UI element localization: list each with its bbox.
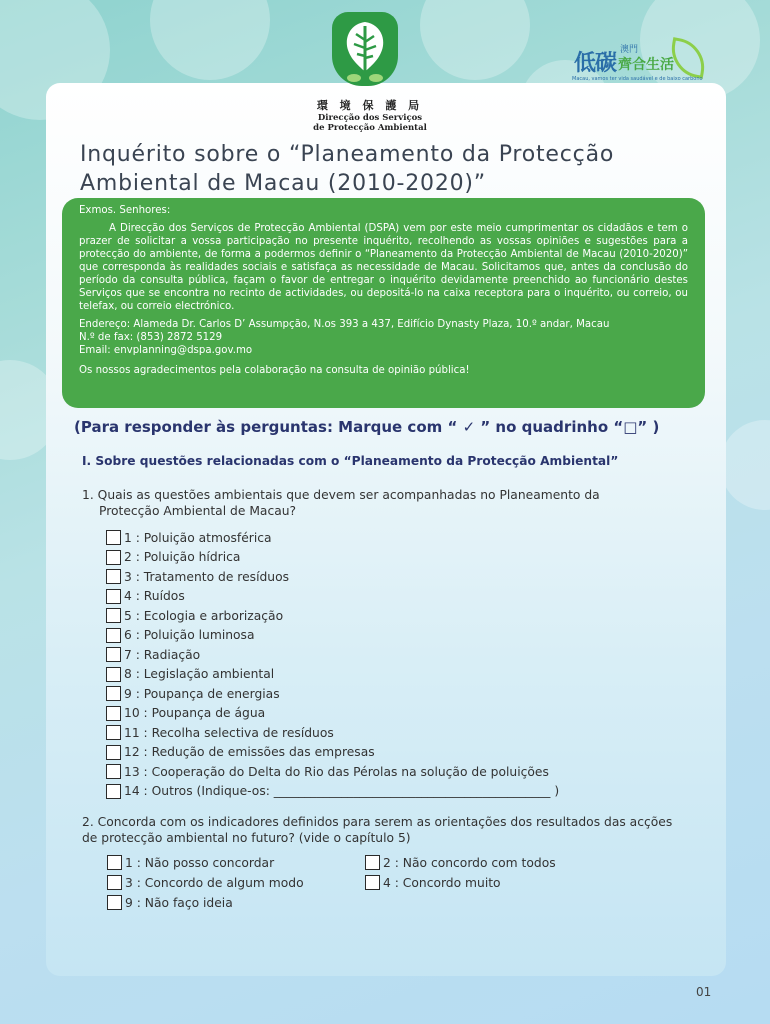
q2-option[interactable] [107, 895, 233, 910]
low-carbon-campaign-logo [568, 40, 708, 88]
question-1-line2: Protecção Ambiental de Macau? [99, 504, 297, 518]
checkbox[interactable] [107, 895, 122, 910]
q1-option[interactable] [106, 645, 559, 665]
q1-option-label: 3 : Tratamento de resíduos [124, 569, 290, 584]
q1-option-label: 4 : Ruídos [124, 589, 185, 604]
background-bokeh [150, 0, 270, 80]
q1-option[interactable] [106, 606, 559, 626]
q1-option-label: 6 : Poluição luminosa [124, 628, 255, 643]
q1-option[interactable] [106, 548, 559, 568]
campaign-tagline: Macau, vamos ter vida saudável e de baixo carbono [572, 76, 703, 82]
q1-option-label: 1 : Poluição atmosférica [124, 530, 272, 545]
page-number: 01 [696, 985, 712, 999]
checkbox[interactable] [365, 875, 380, 890]
checkbox[interactable] [365, 855, 380, 870]
q1-option-label: 7 : Radiação [124, 647, 201, 662]
checkbox[interactable] [106, 647, 121, 662]
q1-option[interactable] [106, 684, 559, 704]
q2-option-label: 4 : Concordo muito [383, 875, 501, 890]
checkbox[interactable] [107, 875, 122, 890]
q1-option[interactable] [106, 723, 559, 743]
answer-instruction: (Para responder às perguntas: Marque com “ ✓ ” no quadrinho “□” ) [74, 418, 660, 436]
question-1-options [106, 528, 559, 801]
q1-option[interactable] [106, 567, 559, 587]
section-title: I. Sobre questões relacionadas com o “Planeamento da Protecção Ambiental” [82, 454, 619, 468]
q2-option[interactable] [365, 855, 556, 870]
question-2: 2. Concorda com os indicadores definidos para serem as orientações dos resultados das acções de protecção ambiental no futuro? (vide o capítulo 5) [82, 815, 673, 845]
question-1-line1: 1. Quais as questões ambientais que devem ser acompanhadas no Planeamento da [82, 488, 600, 502]
campaign-sub-text: 齊合生活 [618, 57, 674, 73]
page-title [80, 140, 720, 198]
q1-option-label: 14 : Outros (Indique-os: _____________________________________________ ) [124, 784, 560, 799]
campaign-main-text: 低碳 [574, 51, 617, 76]
q1-option-label: 11 : Recolha selectiva de resíduos [124, 725, 334, 740]
checkbox[interactable] [106, 589, 121, 604]
background-bokeh [720, 420, 770, 510]
checkbox[interactable] [106, 764, 121, 779]
checkbox[interactable] [106, 686, 121, 701]
checkbox[interactable] [106, 745, 121, 760]
intro-fax: N.º de fax: (853) 2872 5129 [79, 332, 223, 343]
org-portuguese-line2: de Protecção Ambiental [313, 123, 427, 133]
q2-option-label: 2 : Não concordo com todos [383, 855, 556, 870]
question-1 [82, 487, 600, 519]
checkbox[interactable] [106, 667, 121, 682]
org-chinese-name: 環 境 保 護 局 [316, 99, 424, 112]
intro-address: Endereço: Alameda Dr. Carlos D’ Assumpção, N.os 393 a 437, Edifício Dynasty Plaza, 10.º andar, Macau [79, 319, 610, 330]
checkbox[interactable] [107, 855, 122, 870]
checkbox[interactable] [106, 784, 121, 799]
q2-option[interactable] [107, 855, 274, 870]
intro-body: A Direcção dos Serviços de Protecção Ambiental (DSPA) vem por este meio cumprimentar os cidadãos e tem o prazer de solicitar a vossa participação no presente inquérito, recolhendo as vossas opiniões e sugestões para a protecção do ambiente, de forma a podermos definir o “Planeamento da Protecção Ambiental de Macau (2010-2020)” que corresponda às realidades sociais e satisfaça as necessidade de Macau. Solicitamos que, antes da conclusão do período da consulta pública, façam o favor de entregar o inquérito devidamente preenchido ao funcionário destes Serviços que se encontra no recinto de actividades, ou depositá-lo na caixa receptora para o inquérito, ou correio, ou telefax, ou correio electrónico. [79, 223, 688, 312]
title-line2: Ambiental de Macau (2010-2020)” [80, 171, 486, 196]
q1-option-label: 5 : Ecologia e arborização [124, 608, 284, 623]
q1-option-label: 2 : Poluição hídrica [124, 550, 241, 565]
checkbox[interactable] [106, 706, 121, 721]
intro-thanks: Os nossos agradecimentos pela colaboração na consulta de opinião pública! [79, 365, 470, 376]
checkbox[interactable] [106, 628, 121, 643]
q1-option[interactable] [106, 762, 559, 782]
q2-option[interactable] [365, 875, 501, 890]
q1-option-label: 9 : Poupança de energias [124, 686, 280, 701]
q1-option[interactable] [106, 528, 559, 548]
q1-option[interactable] [106, 743, 559, 763]
q1-option[interactable] [106, 782, 559, 802]
checkbox[interactable] [106, 569, 121, 584]
q1-option[interactable] [106, 587, 559, 607]
intro-panel [62, 198, 705, 408]
q1-option[interactable] [106, 626, 559, 646]
organization-name [300, 97, 440, 133]
q2-option-label: 9 : Não faço ideia [125, 895, 233, 910]
checkbox[interactable] [106, 550, 121, 565]
q1-option-label: 8 : Legislação ambiental [124, 667, 275, 682]
q1-option-label: 13 : Cooperação do Delta do Rio das Pérolas na solução de poluições [124, 764, 549, 779]
q2-option-label: 1 : Não posso concordar [125, 855, 275, 870]
q1-option-label: 10 : Poupança de água [124, 706, 266, 721]
org-portuguese-line1: Direcção dos Serviços [317, 113, 423, 123]
q2-option[interactable] [107, 875, 304, 890]
q2-option-label: 3 : Concordo de algum modo [125, 875, 304, 890]
intro-greeting: Exmos. Senhores: [79, 205, 171, 216]
campaign-small-text: 澳門 [620, 45, 639, 55]
checkbox[interactable] [106, 608, 121, 623]
intro-email: Email: envplanning@dspa.gov.mo [79, 345, 253, 356]
title-line1: Inquérito sobre o “Planeamento da Protecção [80, 142, 615, 167]
checkbox[interactable] [106, 530, 121, 545]
q1-option[interactable] [106, 704, 559, 724]
dspa-leaf-logo-icon [332, 12, 398, 86]
background-bokeh [420, 0, 530, 80]
checkbox[interactable] [106, 725, 121, 740]
q1-option-label: 12 : Redução de emissões das empresas [124, 745, 375, 760]
q1-option[interactable] [106, 665, 559, 685]
